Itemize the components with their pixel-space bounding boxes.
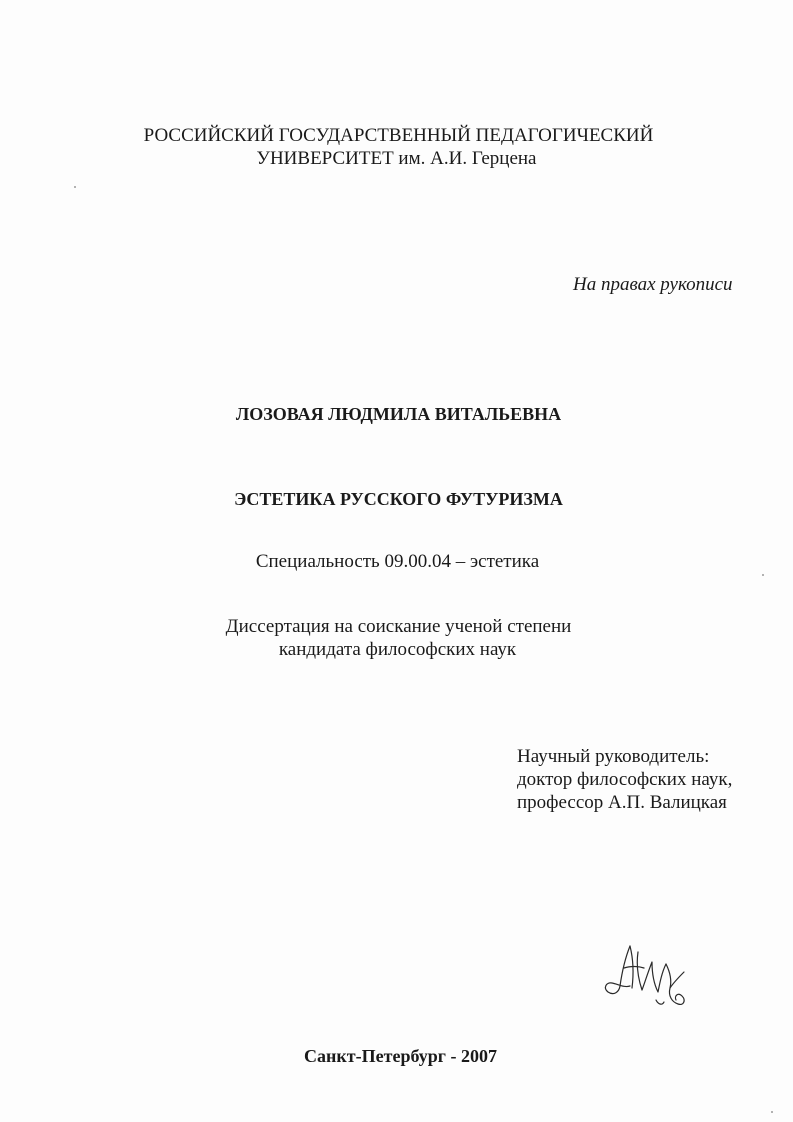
supervisor-degree: доктор философских наук,	[517, 769, 733, 790]
scan-speck	[762, 574, 764, 576]
speciality-line: Специальность 09.00.04 – эстетика	[255, 551, 540, 572]
author-name: ЛОЗОВАЯ ЛЮДМИЛА ВИТАЛЬЕВНА	[235, 404, 562, 424]
handwritten-signature-icon	[600, 942, 692, 1012]
scan-speck	[74, 186, 76, 188]
supervisor-label: Научный руководитель:	[517, 746, 710, 767]
dissertation-title: ЭСТЕТИКА РУССКОГО ФУТУРИЗМА	[234, 489, 563, 509]
city-and-year: Санкт-Петербург - 2007	[304, 1046, 497, 1066]
university-name-line-2: УНИВЕРСИТЕТ им. А.И. Герцена	[256, 148, 537, 169]
scan-speck	[771, 1111, 773, 1113]
degree-line-2: кандидата философских наук	[278, 639, 517, 660]
manuscript-rights-note: На правах рукописи	[573, 274, 733, 295]
supervisor-name: профессор А.П. Валицкая	[517, 792, 727, 813]
university-name-line-1: РОССИЙСКИЙ ГОСУДАРСТВЕННЫЙ ПЕДАГОГИЧЕСКИЙ	[143, 125, 654, 146]
degree-line-1: Диссертация на соискание ученой степени	[225, 616, 572, 637]
